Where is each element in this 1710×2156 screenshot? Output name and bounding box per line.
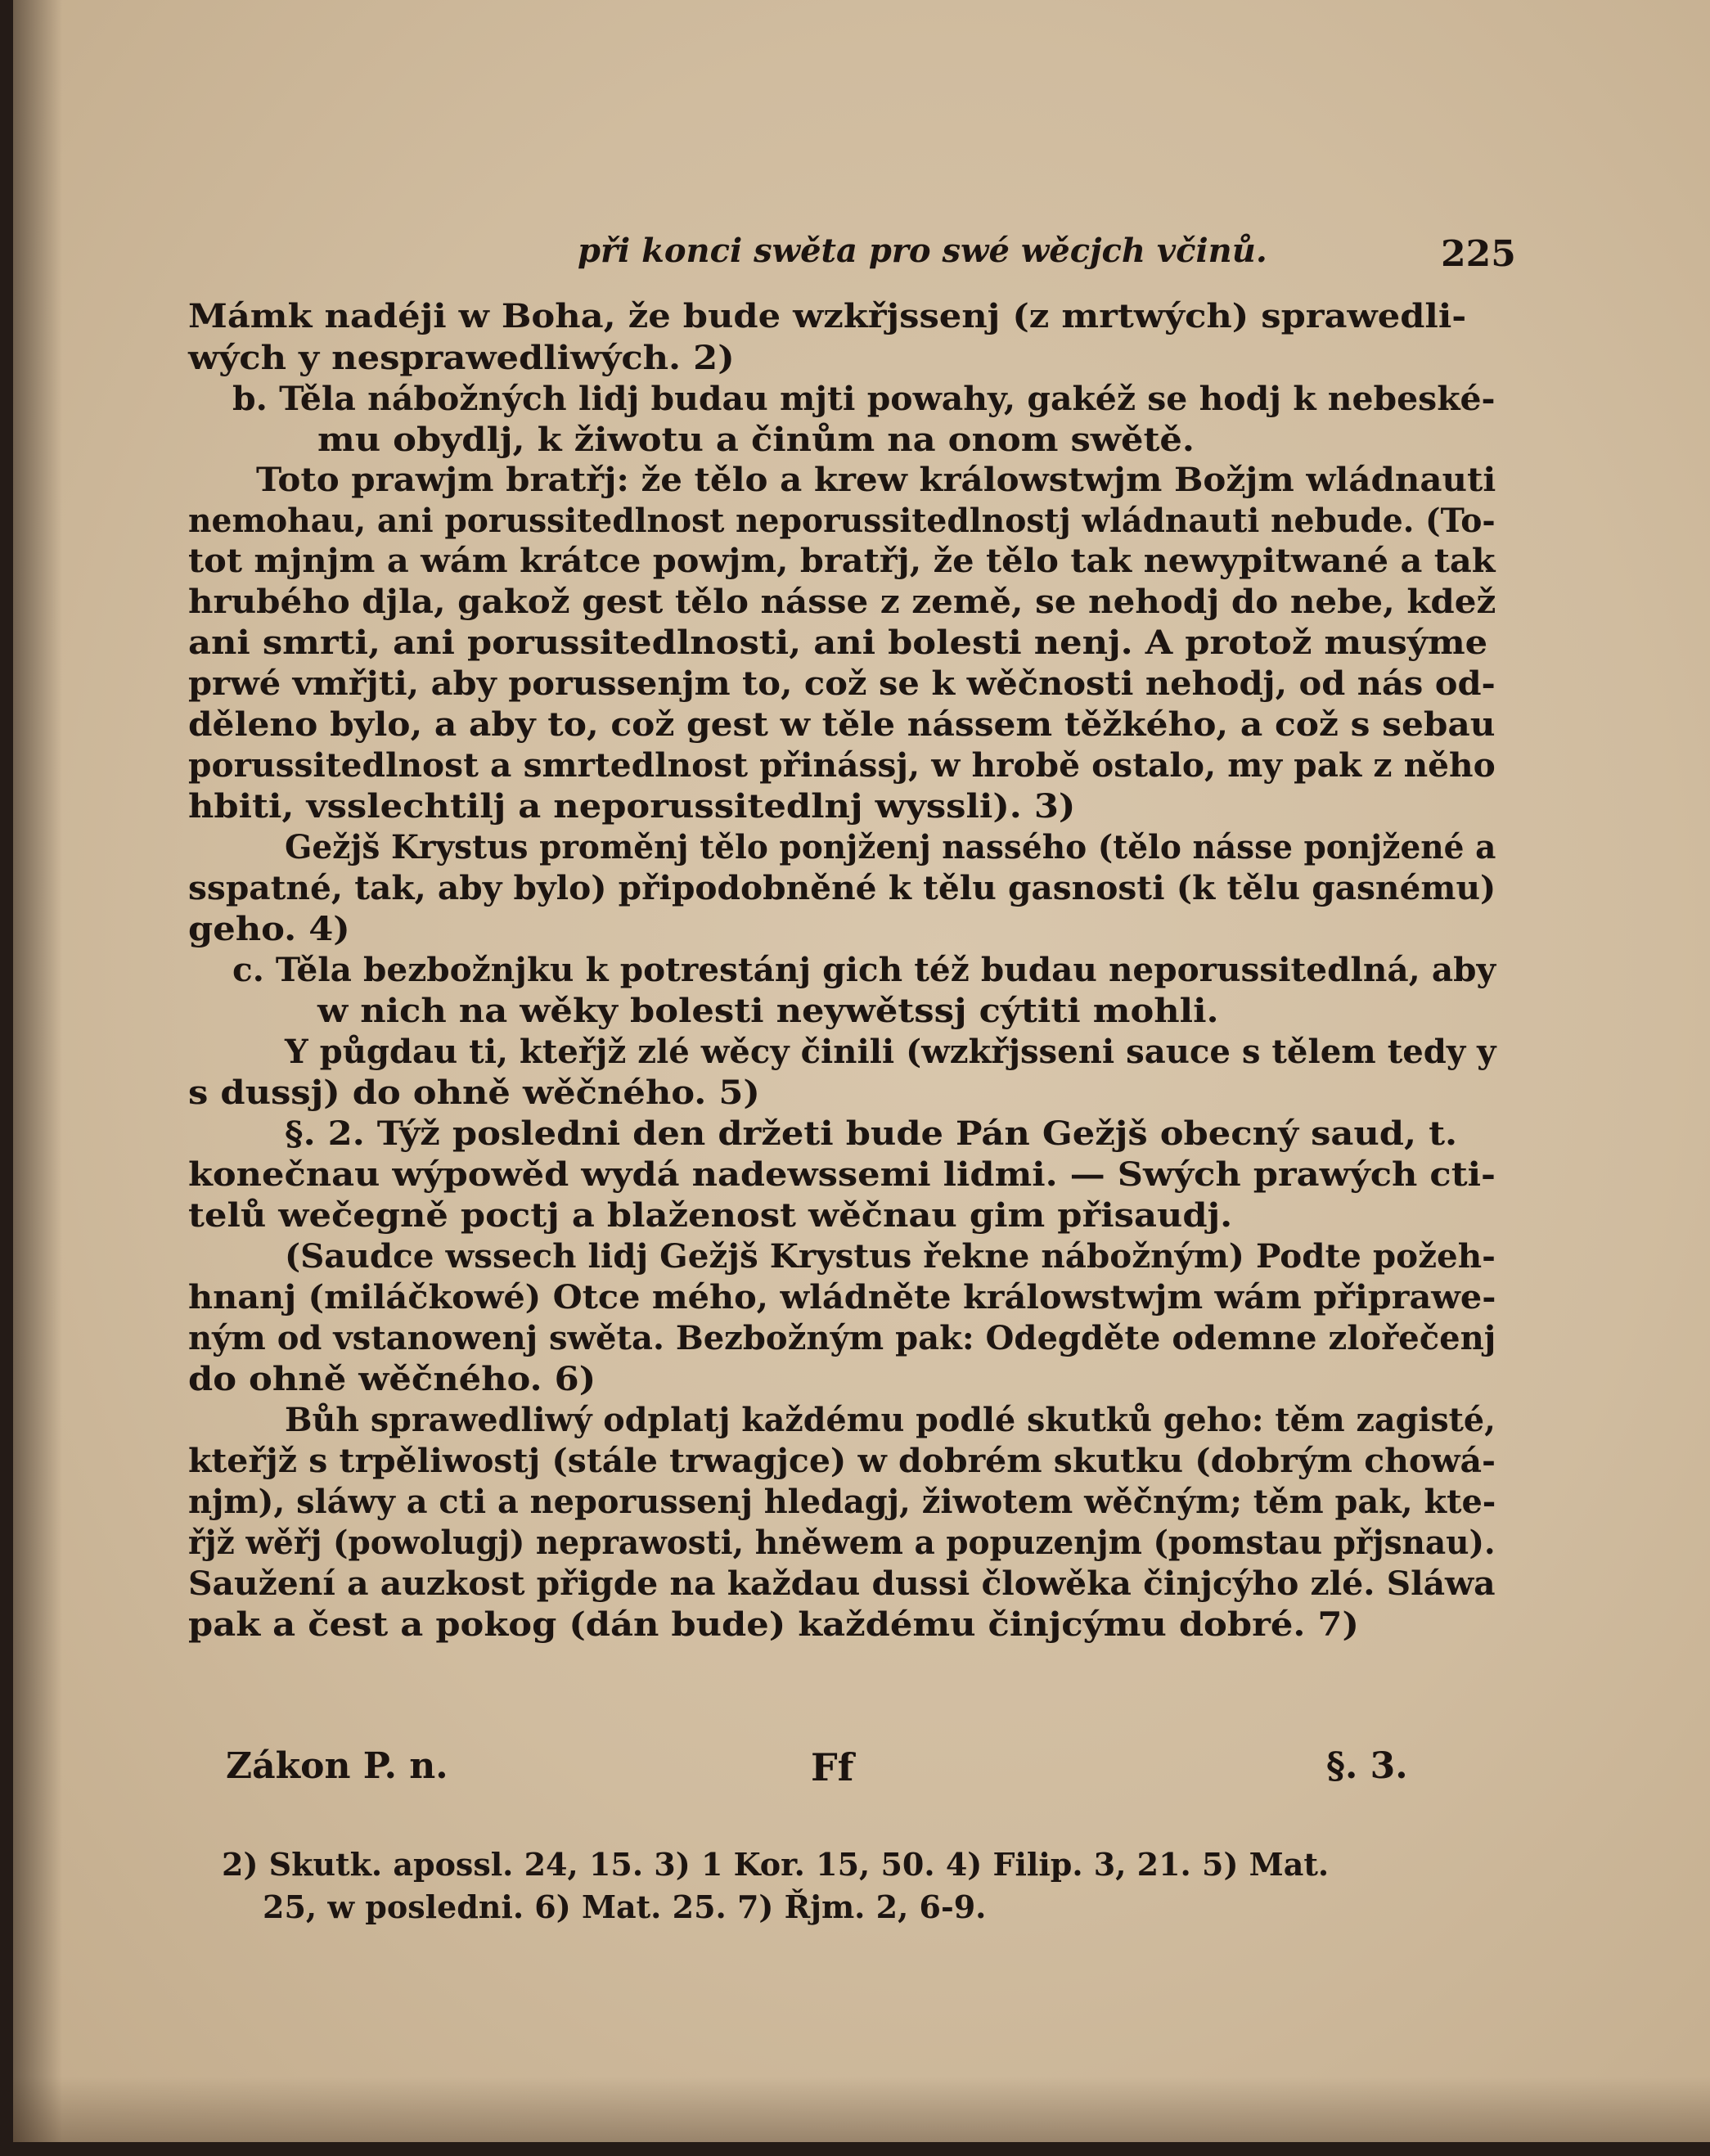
- footnote-line: 2) Skutk. apossl. 24, 15. 3) 1 Kor. 15, 50. 4) Filip. 3, 21. 5) Mat.: [222, 1846, 1330, 1883]
- page-number: 225: [1441, 233, 1516, 275]
- body-line: c. Těla bezbožnjku k potrestánj gich též budau neporussitedlná, aby: [232, 951, 1496, 989]
- body-line: Bůh sprawedliwý odplatj každému podlé skutků geho: těm zagisté,: [285, 1401, 1496, 1439]
- body-line: pak a čest a pokog (dán bude) každému činjcýmu dobré. 7): [188, 1605, 1359, 1644]
- running-title: při konci swěta pro swé wěcjch včinů.: [578, 232, 1267, 270]
- body-line: ným od vstanowenj swěta. Bezbožným pak: Odegděte odemne zlořečenj: [188, 1319, 1496, 1357]
- body-line: s dussj) do ohně wěčného. 5): [188, 1073, 760, 1112]
- signature-mark: Zákon P. n.: [226, 1745, 448, 1787]
- body-line: §. 2. Týž posledni den držeti bude Pán Gežjš obecný saud, t.: [285, 1114, 1458, 1153]
- body-line: konečnau wýpowěd wydá nadewssemi lidmi. — Swých prawých cti-: [188, 1155, 1496, 1194]
- body-line: w nich na wěky bolesti neywětssj cýtiti mohli.: [317, 992, 1219, 1030]
- body-line: telů wečegně poctj a blaženost wěčnau gim přisaudj.: [188, 1196, 1233, 1235]
- body-line: řjž wěřj (powolugj) neprawosti, hněwem a popuzenjm (pomstau přjsnau).: [188, 1524, 1496, 1562]
- body-line: do ohně wěčného. 6): [188, 1360, 596, 1398]
- section-mark: §. 3.: [1326, 1745, 1408, 1787]
- body-line: tot mjnjm a wám krátce powjm, bratřj, že tělo tak newypitwané a tak: [188, 542, 1496, 580]
- body-line: sspatné, tak, aby bylo) připodobněné k tělu gasnosti (k tělu gasnému): [188, 869, 1496, 907]
- body-line: njm), sláwy a cti a neporussenj hledagj, žiwotem wěčným; těm pak, kte-: [188, 1483, 1496, 1521]
- body-line: kteřjž s trpěliwostj (stále trwagjce) w dobrém skutku (dobrým chowá-: [188, 1442, 1496, 1480]
- body-line: hbiti, vsslechtilj a neporussitedlnj wyssli). 3): [188, 787, 1076, 826]
- body-line: děleno bylo, a aby to, což gest w těle nássem těžkého, a což s sebau: [188, 705, 1496, 744]
- body-line: hrubého djla, gakož gest tělo násse z země, se nehodj do nebe, kdež: [188, 583, 1496, 621]
- catchword: Ff: [811, 1745, 854, 1789]
- spine-shadow: [13, 0, 62, 2142]
- body-line: (Saudce wssech lidj Gežjš Krystus řekne nábožným) Podte požeh-: [285, 1237, 1496, 1276]
- body-line: porussitedlnost a smrtedlnost přinássj, w hrobě ostalo, my pak z něho: [188, 746, 1496, 785]
- body-line: wých y nesprawedliwých. 2): [188, 339, 735, 377]
- body-line: Gežjš Krystus proměnj tělo ponjženj nassého (tělo násse ponjžené a: [285, 828, 1496, 866]
- body-line: b. Těla nábožných lidj budau mjti powahy, gakéž se hodj k nebeské-: [232, 380, 1496, 418]
- body-line: Saužení a auzkost přigde na každau dussi člowěka činjcýho zlé. Sláwa: [188, 1564, 1496, 1603]
- body-line: hnanj (miláčkowé) Otce mého, wládněte králowstwjm wám připrawe-: [188, 1278, 1496, 1317]
- body-line: mu obydlj, k žiwotu a činům na onom swětě.: [317, 421, 1195, 459]
- body-line: ani smrti, ani porussitedlnosti, ani bolesti nenj. A protož musýme: [188, 623, 1488, 662]
- body-line: geho. 4): [188, 910, 350, 948]
- footnote-line: 25, w posledni. 6) Mat. 25. 7) Řjm. 2, 6-9.: [263, 1888, 987, 1925]
- book-page: [13, 0, 1710, 2142]
- body-line: prwé vmřjti, aby porussenjm to, což se k wěčnosti nehodj, od nás od-: [188, 664, 1496, 703]
- body-line: Toto prawjm bratřj: že tělo a krew králowstwjm Božjm wládnauti: [256, 461, 1496, 499]
- bottom-shadow: [13, 2077, 1710, 2142]
- body-line: Mámk nadéji w Boha, že bude wzkřjssenj (z mrtwých) sprawedli-: [188, 297, 1467, 335]
- body-line: nemohau, ani porussitedlnost neporussitedlnostj wládnauti nebude. (To-: [188, 502, 1496, 540]
- body-line: Y půgdau ti, kteřjž zlé wěcy činili (wzkřjsseni sauce s tělem tedy y: [285, 1033, 1496, 1071]
